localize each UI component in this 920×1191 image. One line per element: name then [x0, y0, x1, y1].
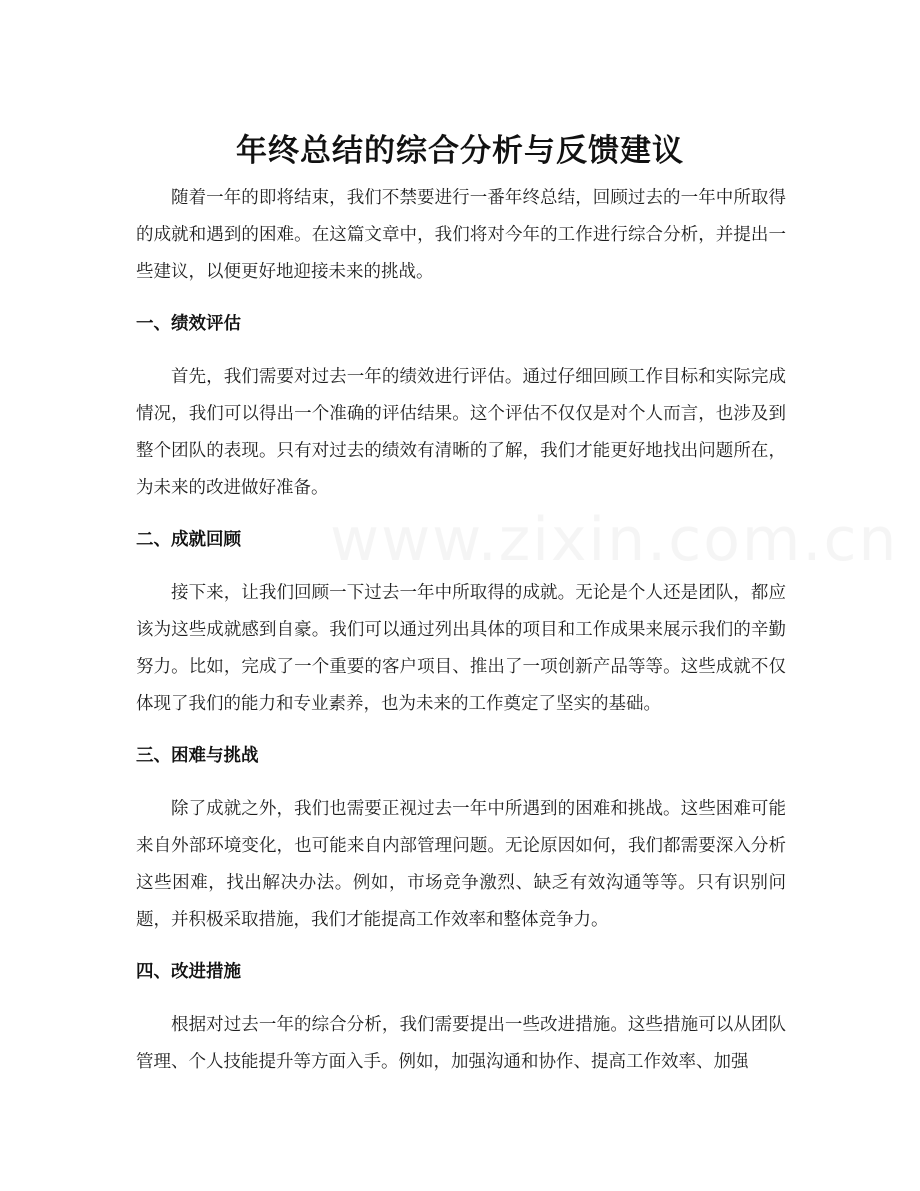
page-title: 年终总结的综合分析与反馈建议 [236, 132, 684, 169]
section-heading-achievements: 二、成就回顾 [136, 530, 241, 551]
document-body [136, 180, 786, 1081]
section-body-performance: 首先，我们需要对过去一年的绩效进行评估。通过仔细回顾工作目标和实际完成情况，我们可以得出一个准确的评估结果。这个评估不仅仅是对个人而言，也涉及到整个团队的表现。只有对过去的绩效有清晰的了解，我们才能更好地找出问题所在，为未来的改进做好准备。 [136, 367, 786, 498]
section-heading-challenges: 三、困难与挑战 [136, 746, 259, 767]
section-heading-improvements: 四、改进措施 [136, 962, 241, 983]
watermark: www.zixin.com.cn [330, 505, 899, 575]
section-body-challenges: 除了成就之外，我们也需要正视过去一年中所遇到的困难和挑战。这些困难可能来自外部环境变化，也可能来自内部管理问题。无论原因如何，我们都需要深入分析这些困难，找出解决办法。例如，市场竞争激烈、缺乏有效沟通等等。只有识别问题，并积极采取措施，我们才能提高工作效率和整体竞争力。 [136, 799, 786, 930]
intro-paragraph: 随着一年的即将结束，我们不禁要进行一番年终总结，回顾过去的一年中所取得的成就和遇到的困难。在这篇文章中，我们将对今年的工作进行综合分析，并提出一些建议，以便更好地迎接未来的挑战。 [136, 188, 786, 282]
section-heading-performance: 一、绩效评估 [136, 314, 241, 335]
section-body-improvements: 根据对过去一年的综合分析，我们需要提出一些改进措施。这些措施可以从团队管理、个人技能提升等方面入手。例如，加强沟通和协作、提高工作效率、加强 [136, 1015, 786, 1072]
section-body-achievements: 接下来，让我们回顾一下过去一年中所取得的成就。无论是个人还是团队，都应该为这些成就感到自豪。我们可以通过列出具体的项目和工作成果来展示我们的辛勤努力。比如，完成了一个重要的客户项目、推出了一项创新产品等等。这些成就不仅体现了我们的能力和专业素养，也为未来的工作奠定了坚实的基础。 [136, 583, 786, 714]
